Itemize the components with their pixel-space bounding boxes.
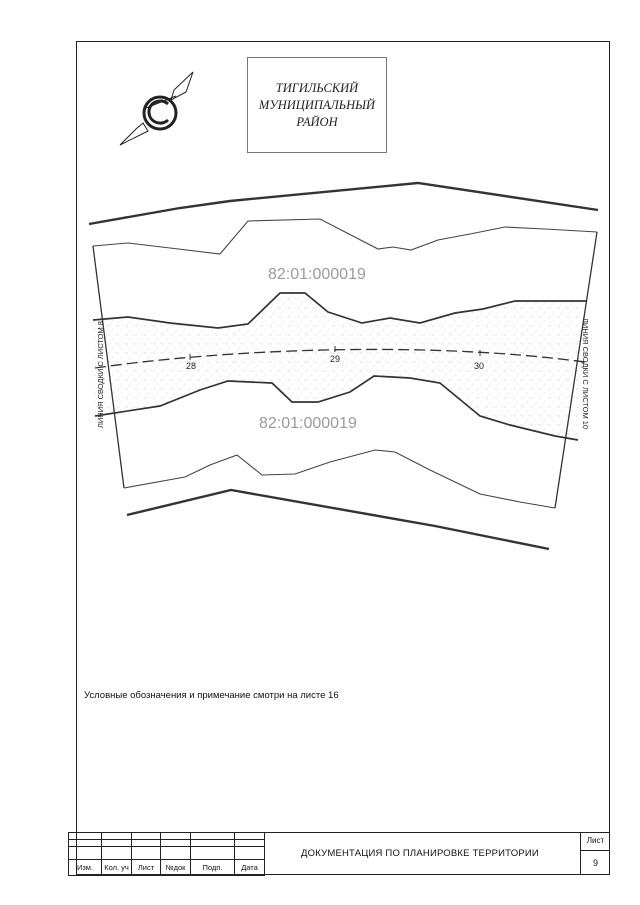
lower-boundary-line — [127, 490, 549, 549]
district-title-line-1: ТИГИЛЬСКИЙ — [275, 80, 359, 95]
upper-contour-line — [93, 219, 597, 254]
chainage-label-30: 30 — [474, 361, 485, 371]
chainage-label-29: 29 — [330, 354, 341, 364]
north-arrow-icon — [120, 72, 193, 145]
col-data: Дата — [235, 860, 265, 876]
upper-boundary-line — [89, 183, 598, 224]
district-title-line-2: МУНИЦИПАЛЬНЫЙ — [258, 97, 376, 112]
parcel-number-top: 82:01:000019 — [268, 266, 366, 283]
col-izm: Изм. — [69, 860, 102, 876]
col-podp: Подп. — [191, 860, 235, 876]
chainage-label-28: 28 — [186, 361, 197, 371]
sheet-number: 9 — [592, 858, 598, 868]
col-ndok: №док — [161, 860, 191, 876]
left-match-label: ЛИНИЯ СВОДКИ С ЛИСТОМ 8 — [96, 321, 105, 428]
col-list: Лист — [132, 860, 161, 876]
parcel-number-bottom: 82:01:000019 — [259, 415, 357, 432]
legend-note: Условные обозначения и примечание смотри на листе 16 — [84, 690, 339, 701]
revision-table — [68, 832, 265, 876]
district-title-line-3: РАЙОН — [296, 114, 338, 129]
title-block — [68, 832, 610, 875]
right-match-label: ЛИНИЯ СВОДКИ С ЛИСТОМ 10 — [581, 318, 590, 430]
col-kol-uch: Кол. уч — [102, 860, 132, 876]
document-title: ДОКУМЕНТАЦИЯ ПО ПЛАНИРОВКЕ ТЕРРИТОРИИ — [260, 832, 581, 875]
sheet-number-cell — [581, 832, 610, 875]
sheet-label: Лист — [586, 836, 605, 845]
